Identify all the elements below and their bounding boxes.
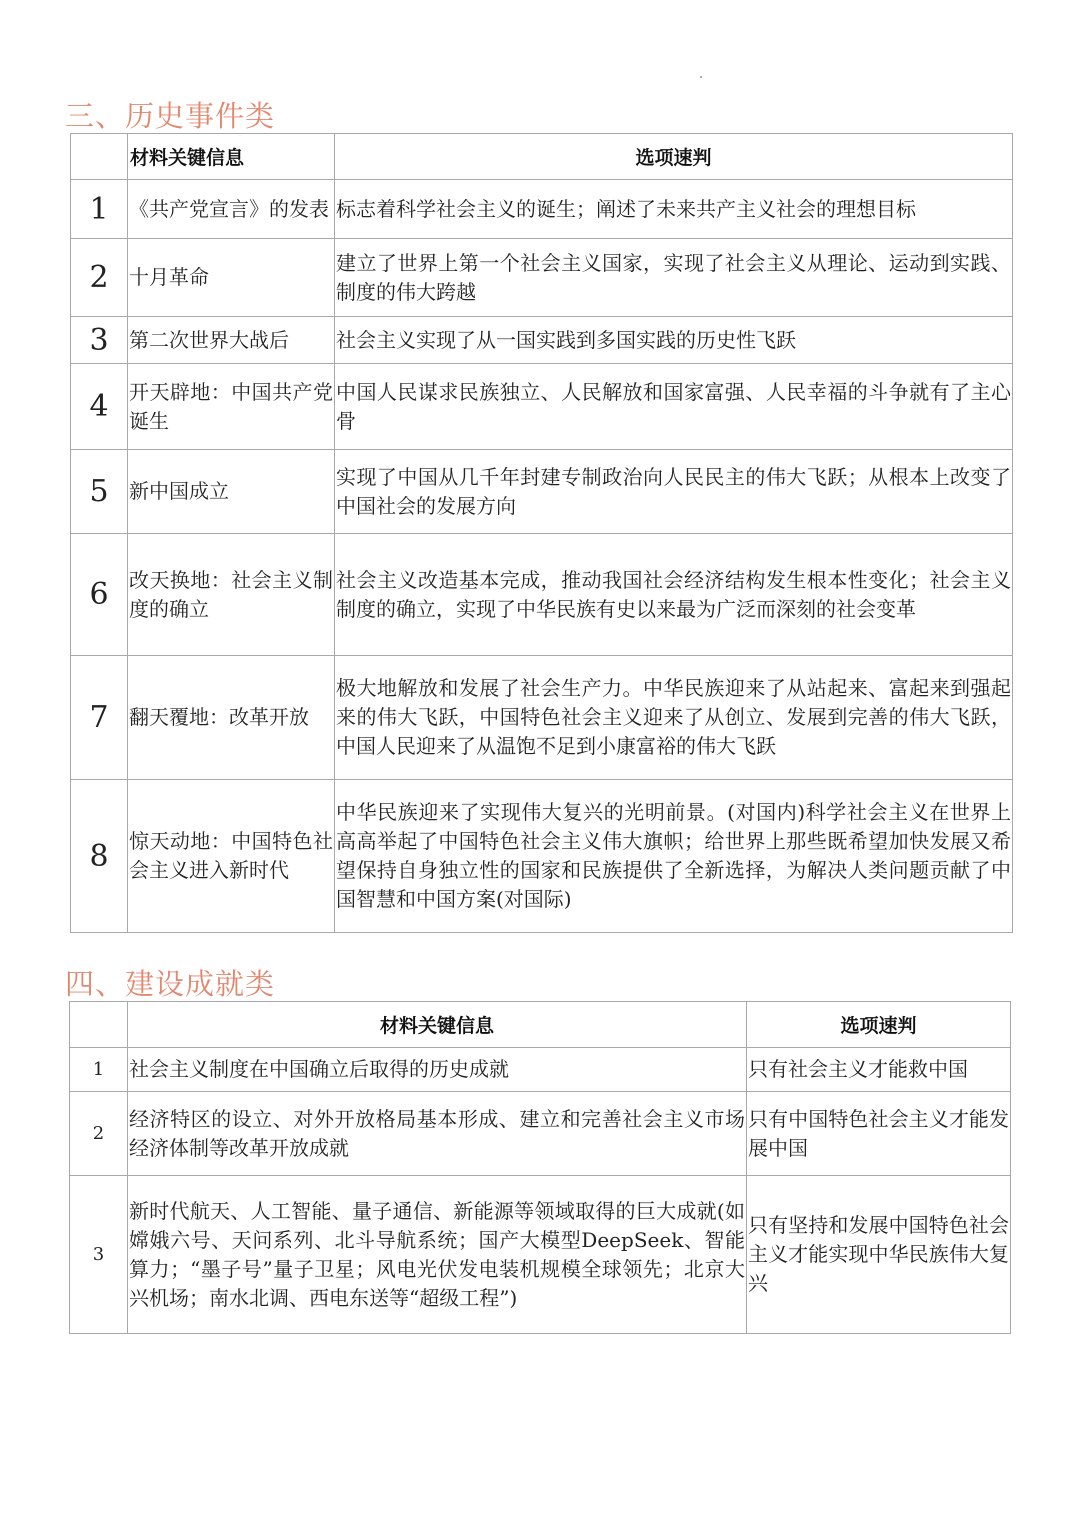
judgement-cell: 只有坚持和发展中国特色社会主义才能实现中华民族伟大复兴 [747,1176,1011,1334]
row-number: 1 [70,1048,128,1092]
key-info-cell: 社会主义制度在中国确立后取得的历史成就 [128,1048,747,1092]
header-index [71,134,128,180]
table-header-row [71,134,1013,180]
row-number: 3 [70,1176,128,1334]
table-row [71,180,1013,239]
table-row [71,317,1013,364]
row-number: 3 [71,317,128,364]
judgement-cell: 只有社会主义才能救中国 [747,1048,1011,1092]
key-info-cell: 《共产党宣言》的发表 [128,180,335,239]
judgement-cell: 标志着科学社会主义的诞生；阐述了未来共产主义社会的理想目标 [335,180,1013,239]
judgement-cell: 中国人民谋求民族独立、人民解放和国家富强、人民幸福的斗争就有了主心骨 [335,364,1013,450]
row-number: 8 [71,780,128,933]
header-judgement: 选项速判 [335,134,1013,180]
row-number: 4 [71,364,128,450]
judgement-cell: 只有中国特色社会主义才能发展中国 [747,1092,1011,1176]
table-row [71,780,1013,933]
historical-events-table [70,133,1013,933]
judgement-cell: 极大地解放和发展了社会生产力。中华民族迎来了从站起来、富起来到强起来的伟大飞跃，中国特色社会主义迎来了从创立、发展到完善的伟大飞跃，中国人民迎来了从温饱不足到小康富裕的伟大飞跃 [335,656,1013,780]
header-index [70,1002,128,1048]
table-row [71,239,1013,317]
row-number: 2 [70,1092,128,1176]
header-judgement: 选项速判 [747,1002,1011,1048]
section-title-construction-achievements: 四、建设成就类 [65,967,276,1001]
key-info-cell: 经济特区的设立、对外开放格局基本形成、建立和完善社会主义市场经济体制等改革开放成就 [128,1092,747,1176]
construction-achievements-table [69,1001,1011,1334]
table-row [71,450,1013,534]
header-key-info: 材料关键信息 [128,134,335,180]
decorative-dot [700,76,702,78]
row-number: 2 [71,239,128,317]
key-info-cell: 第二次世界大战后 [128,317,335,364]
row-number: 6 [71,534,128,656]
judgement-cell: 社会主义改造基本完成，推动我国社会经济结构发生根本性变化；社会主义制度的确立，实现了中华民族有史以来最为广泛而深刻的社会变革 [335,534,1013,656]
judgement-cell: 建立了世界上第一个社会主义国家，实现了社会主义从理论、运动到实践、制度的伟大跨越 [335,239,1013,317]
judgement-cell: 实现了中国从几千年封建专制政治向人民民主的伟大飞跃；从根本上改变了中国社会的发展方向 [335,450,1013,534]
row-number: 1 [71,180,128,239]
table-header-row [70,1002,1011,1048]
table-row [71,656,1013,780]
key-info-cell: 惊天动地：中国特色社会主义进入新时代 [128,780,335,933]
row-number: 5 [71,450,128,534]
table-row [70,1092,1011,1176]
key-info-cell: 新中国成立 [128,450,335,534]
row-number: 7 [71,656,128,780]
judgement-cell: 社会主义实现了从一国实践到多国实践的历史性飞跃 [335,317,1013,364]
key-info-cell: 新时代航天、人工智能、量子通信、新能源等领域取得的巨大成就(如嫦娥六号、天问系列、北斗导航系统；国产大模型DeepSeek、智能算力；“墨子号”量子卫星；风电光伏发电装机规模全球领先；北京大兴机场；南水北调、西电东送等“超级工程”) [128,1176,747,1334]
section-title-historical-events: 三、历史事件类 [65,99,276,133]
table-row [70,1176,1011,1334]
header-key-info: 材料关键信息 [128,1002,747,1048]
key-info-cell: 翻天覆地：改革开放 [128,656,335,780]
table-row [70,1048,1011,1092]
key-info-cell: 十月革命 [128,239,335,317]
key-info-cell: 改天换地：社会主义制度的确立 [128,534,335,656]
judgement-cell: 中华民族迎来了实现伟大复兴的光明前景。(对国内)科学社会主义在世界上高高举起了中国特色社会主义伟大旗帜；给世界上那些既希望加快发展又希望保持自身独立性的国家和民族提供了全新选择，为解决人类问题贡献了中国智慧和中国方案(对国际) [335,780,1013,933]
table-row [71,364,1013,450]
key-info-cell: 开天辟地：中国共产党诞生 [128,364,335,450]
table-row [71,534,1013,656]
